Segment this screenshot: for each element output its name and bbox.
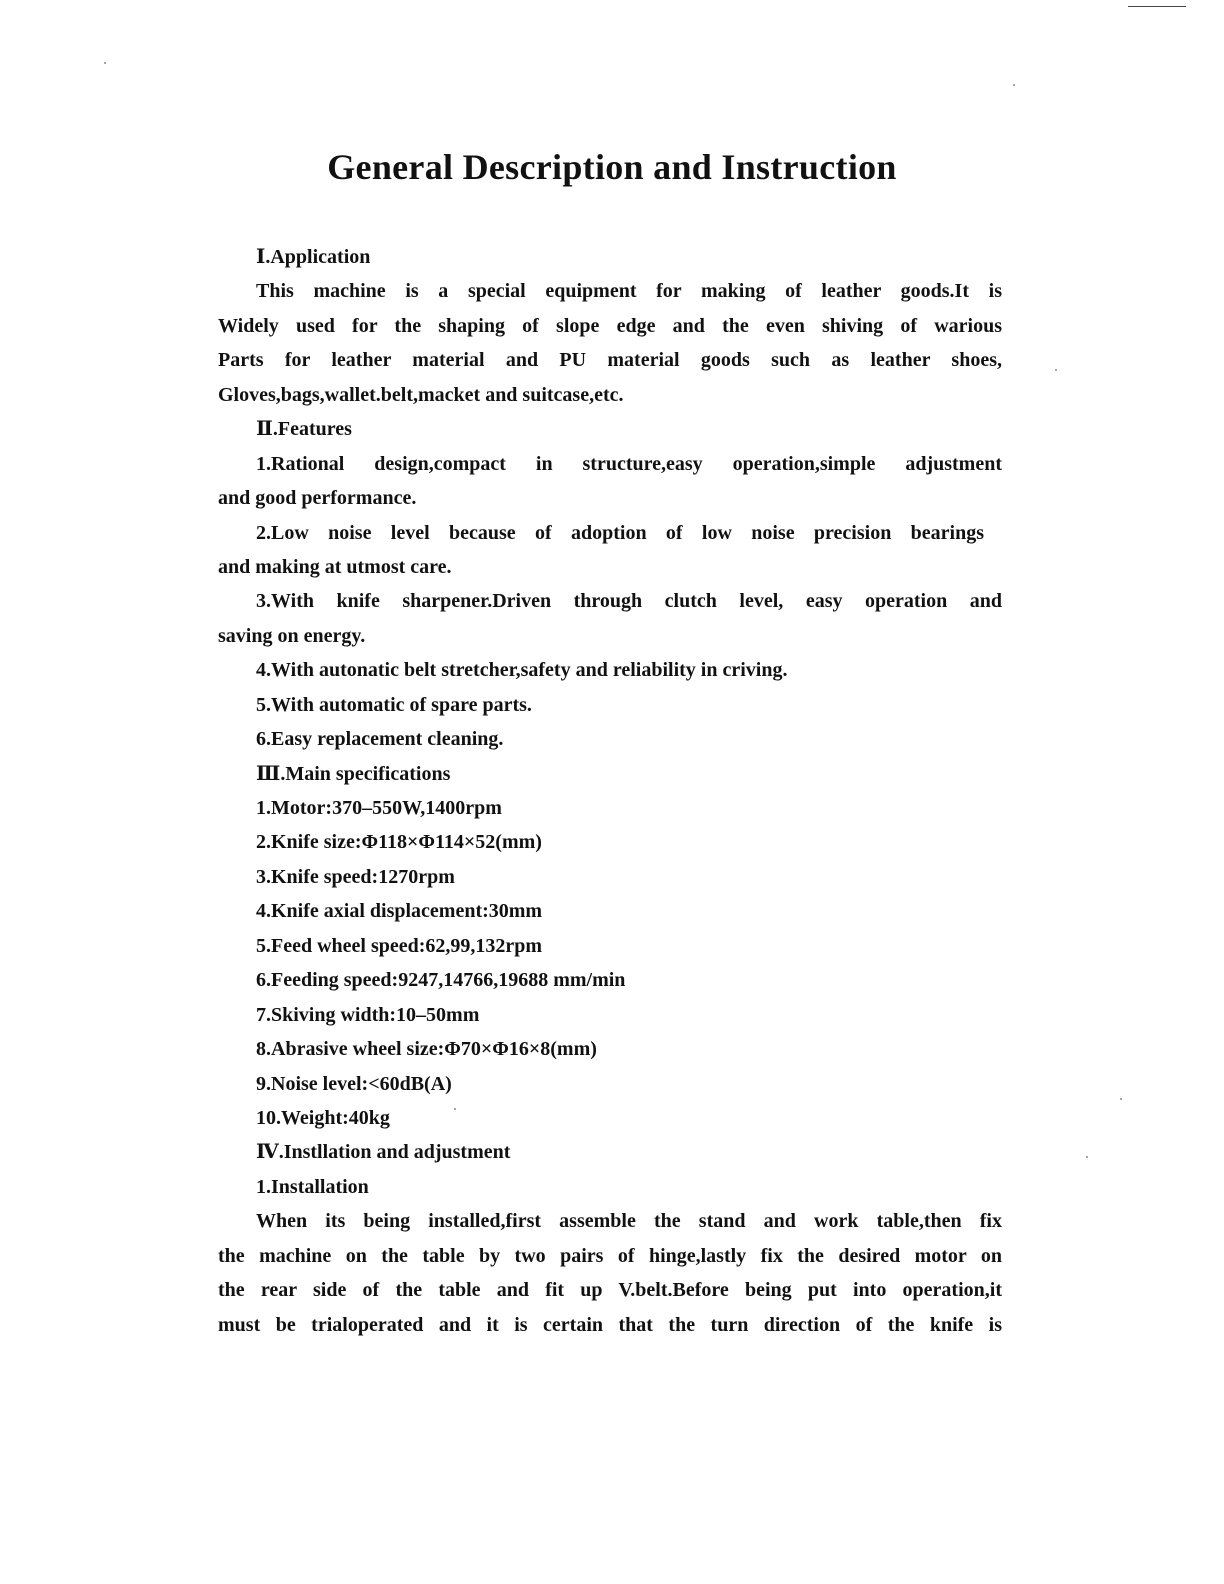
corner-rule	[1128, 6, 1186, 7]
feature-line: 6.Easy replacement cleaning.	[256, 728, 504, 751]
scan-speck	[104, 62, 106, 64]
paragraph-line: Gloves,bags,wallet.belt,macket and suitcase,etc.	[218, 383, 624, 406]
scan-speck	[1086, 1156, 1088, 1158]
feature-line: 3.With knife sharpener.Driven through clutch level, easy operation and	[256, 590, 1002, 613]
spec-line: 10.Weight:40kg	[256, 1106, 390, 1129]
paragraph-line: must be trialoperated and it is certain that the turn direction of the knife is	[218, 1313, 1002, 1336]
feature-line: 5.With automatic of spare parts.	[256, 693, 532, 716]
paragraph-line: the machine on the table by two pairs of hinge,lastly fix the desired motor on	[218, 1244, 1002, 1267]
paragraph-line: This machine is a special equipment for making of leather goods.It is	[256, 280, 1002, 303]
paragraph-line: Parts for leather material and PU material goods such as leather shoes,	[218, 349, 1002, 372]
spec-line: 3.Knife speed:1270rpm	[256, 865, 455, 888]
spec-line: 1.Motor:370–550W,1400rpm	[256, 797, 502, 819]
scan-speck	[454, 1108, 456, 1110]
paragraph-line: Widely used for the shaping of slope edge and the even shiving of warious	[218, 314, 1002, 337]
section-heading-application: Ⅰ.Application	[256, 246, 371, 268]
paragraph-line: When its being installed,first assemble the stand and work table,then fix	[256, 1210, 1002, 1233]
section-heading-specifications: Ⅲ.Main specifications	[256, 762, 451, 785]
section-heading-features: Ⅱ.Features	[256, 418, 352, 441]
section-heading-installation: Ⅳ.Instllation and adjustment	[256, 1141, 511, 1164]
feature-line: 2.Low noise level because of adoption of low noise precision bearings	[256, 521, 984, 544]
spec-line: 2.Knife size:Φ118×Φ114×52(mm)	[256, 831, 542, 854]
scan-speck	[1013, 84, 1015, 86]
scan-speck	[1055, 369, 1057, 371]
subsection-heading: 1.Installation	[256, 1175, 369, 1198]
feature-line: saving on energy.	[218, 624, 366, 647]
page-title: General Description and Instruction	[327, 147, 897, 187]
spec-line: 5.Feed wheel speed:62,99,132rpm	[256, 934, 543, 957]
spec-line: 8.Abrasive wheel size:Φ70×Φ16×8(mm)	[256, 1038, 597, 1061]
spec-line: 9.Noise level:<60dB(A)	[256, 1072, 452, 1095]
scan-speck	[1120, 1098, 1122, 1100]
paragraph-line: the rear side of the table and fit up V.belt.Before being put into operation,it	[218, 1279, 1002, 1302]
document-body	[218, 240, 1002, 1342]
spec-line: 6.Feeding speed:9247,14766,19688 mm/min	[256, 969, 626, 992]
spec-line: 4.Knife axial displacement:30mm	[256, 900, 543, 923]
feature-line: 1.Rational design,compact in structure,easy operation,simple adjustment	[256, 452, 1002, 475]
feature-line: and good performance.	[218, 487, 417, 510]
spec-line: 7.Skiving width:10–50mm	[256, 1003, 480, 1026]
feature-line: 4.With autonatic belt stretcher,safety and reliability in criving.	[256, 659, 788, 682]
feature-line: and making at utmost care.	[218, 555, 452, 578]
